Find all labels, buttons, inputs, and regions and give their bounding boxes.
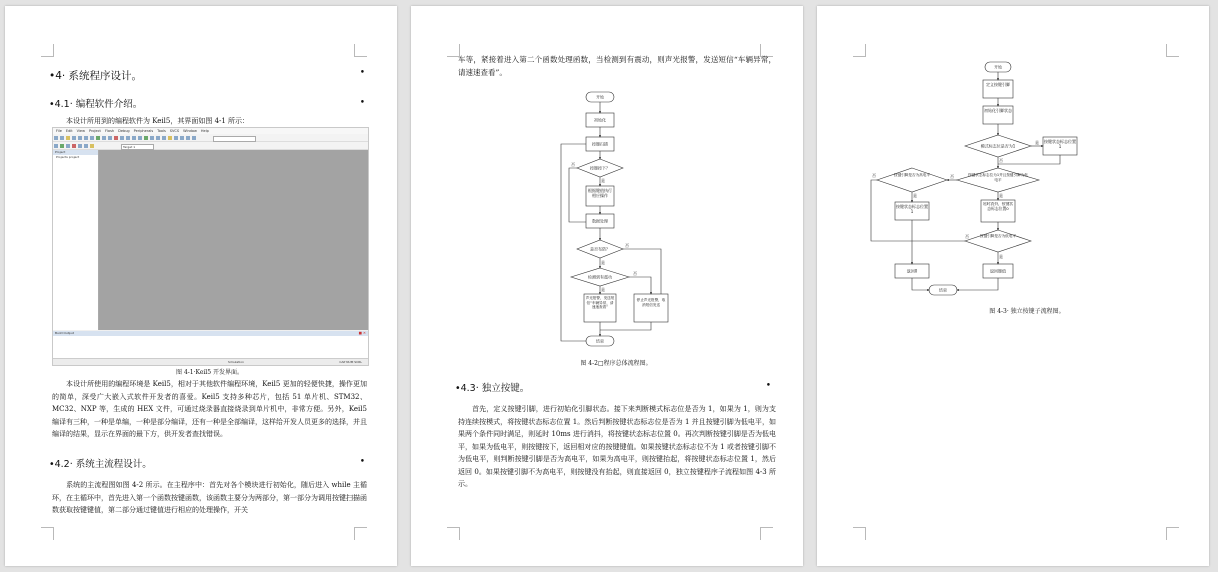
- paragraph-mark: •: [359, 457, 365, 467]
- keil-toolbar-1: [53, 134, 368, 142]
- sub-high-q-label: 按键引脚是否为高电平: [894, 173, 930, 177]
- keil-project-pane: [53, 150, 99, 330]
- flow-arm-q-label: 是否布防？: [590, 246, 610, 252]
- keil-editor-area: [99, 150, 368, 330]
- crop-mark: [41, 527, 54, 540]
- sub-no-label: 否: [999, 158, 1003, 163]
- crop-mark: [354, 44, 367, 57]
- keil-find-box: [213, 136, 256, 142]
- close-icon: ■ ✕: [358, 331, 366, 335]
- flow-data-proc-label: 数据处理: [592, 218, 608, 224]
- flow-end-label: 结束: [596, 338, 604, 344]
- sub-yes-label: 是: [913, 193, 917, 198]
- sub-define-pin-label: 定义按键引脚: [986, 82, 1010, 87]
- sub-start-label: 开始: [994, 64, 1002, 70]
- body-paragraph-2[interactable]: 系统的主流程图如图 4-2 所示。在主程序中：首先对各个模块进行初始化，随后进入 while 主循环，在主循环中，首先进入第一个函数按键函数，该函数主要分为两部分，第一部分为调用按键扫描函数获取按键键值，第二部分通过键值进行相应的处理操作，开关: [52, 481, 367, 514]
- crop-mark: [853, 44, 866, 57]
- flow-stop-label: 停止声光报警，取消短信发送: [636, 298, 666, 307]
- flow-init-label: 初始化: [594, 117, 606, 123]
- sub-retkey-label: 返回键值: [990, 268, 1006, 274]
- flow-keyscan-label: 按键扫描: [592, 141, 608, 147]
- crop-mark: [1166, 527, 1179, 540]
- flow-key-handle-label: 根据键值执行相应操作: [588, 188, 612, 198]
- body-paragraph-1[interactable]: 本设计所使用的编程环境是 Keil5，相对于其他软件编程环境，Keil5 更加的轻便快捷，操作更加的简单，深受广大嵌入式软件开发者的喜爱。Keil5 支持多种芯片，包括 51 单片机、STM32、MC32、NXP 等，生成的 HEX 文件，可通过烧录器直接烧录到单片机中，非常方便。另外，Keil5 编译有三种，一种是单编，一种是部分编译，还有一种是全部编译，这样给开发人员更多的选择，并且编译的结果，显示在界面的最下方，供开发者查找错误。: [52, 380, 367, 438]
- paragraph-mark: •: [359, 68, 365, 78]
- sub-set-flag1-label: 按键状态标志位置1: [1044, 139, 1076, 149]
- figure-4-3-caption[interactable]: 图 4-3· 独立按键子流程图。: [989, 308, 1065, 315]
- heading-4-3[interactable]: •4.3· 独立按键。: [455, 383, 530, 394]
- key-subflowchart: [867, 58, 1107, 306]
- flow-yes-label: 是: [601, 287, 605, 292]
- continued-paragraph[interactable]: 车等，紧接着进入第二个函数处理函数，当检测到有震动，则声光报警，发送短信“车辆异常，请速速查看”。: [458, 55, 776, 77]
- sub-set-flag1b-label: 按键状态标志位置1: [896, 204, 928, 214]
- intro-paragraph[interactable]: 本设计所用到的编程软件为 Keil5，其界面如图 4-1 所示：: [66, 117, 250, 125]
- document-page-1: [5, 6, 397, 566]
- flow-no-label: 否: [625, 243, 629, 248]
- keil-menubar: File Edit View Project Flash Debug Peripherals Tools SVCS Window Help: [53, 128, 368, 134]
- flow-no-label: 否: [633, 271, 637, 276]
- figure-4-2-caption[interactable]: 图 4-2□程序总体流程图。: [580, 360, 652, 367]
- flow-yes-label: 是: [601, 178, 605, 183]
- sub-init-pin-label: 初始化引脚状态: [984, 108, 1012, 113]
- sub-no-label: 否: [950, 174, 954, 179]
- keil-build-output-header: Build Output ■ ✕: [55, 331, 366, 335]
- sub-no-label: 否: [872, 173, 876, 178]
- keil5-screenshot: [52, 127, 369, 366]
- main-flowchart: [551, 86, 681, 350]
- flow-alarm-label: 声光报警，发送短信“车辆异常，请速速查看”: [585, 296, 615, 310]
- crop-mark: [447, 527, 460, 540]
- flow-vib-q-label: 检测到有震动: [588, 274, 612, 280]
- crop-mark: [760, 527, 773, 540]
- crop-mark: [41, 44, 54, 57]
- paragraph-mark: •: [359, 98, 365, 108]
- sub-debounce-label: 延时消抖，按键状态标志位置0: [982, 202, 1014, 211]
- crop-mark: [354, 527, 367, 540]
- heading-4-1[interactable]: •4.1· 编程软件介绍。: [49, 99, 143, 110]
- document-page-3: [817, 6, 1209, 566]
- sub-end-label: 结束: [939, 287, 947, 293]
- sub-mode-q-label: 模式标志位是否为1: [980, 143, 1016, 149]
- crop-mark: [853, 527, 866, 540]
- heading-4-2[interactable]: •4.2· 系统主流程设计。: [49, 459, 152, 470]
- keil-target-select: Target 1: [121, 144, 154, 150]
- sub-yes-label: 是: [999, 254, 1003, 259]
- document-page-2: [411, 6, 803, 566]
- sub-yes-label: 是: [999, 193, 1003, 198]
- flow-start-label: 开始: [596, 94, 604, 100]
- paragraph-mark: •: [765, 381, 771, 391]
- keil-build-output-area: [53, 336, 368, 358]
- crop-mark: [1166, 44, 1179, 57]
- sub-ret0-label: 返回0: [906, 268, 918, 274]
- sub-low-q-label: 按键引脚是否为低电平: [980, 234, 1016, 238]
- keil-project-header: Project: [53, 150, 98, 155]
- body-paragraph-3[interactable]: 首先，定义按键引脚，进行初始化引脚状态。接下来判断模式标志位是否为 1，如果为 1，则为支持连续按模式，将按键状态标志位置 1。然后判断按键状态标志位是否为 1 并且按键引脚为低电平，如果两个条件同时满足，则延时 10ms 进行消抖，将按键状态标志位置 0。再次判断按键引脚是否为低电平，如果为低电平，则按键按下，返回相对应的按键键值。如果按键状态标志位不为 1 或者按键引脚不为低电平，则判断按键引脚是否为高电平，如果为高电平，则按键抬起，将按键状态标志位置 1，然后返回 0。如果按键引脚不为高电平，则按键没有抬起，则直接返回 0，独立按键程序子流程如图 4-3 所示。: [458, 405, 776, 488]
- keil-toolbar-2: [53, 142, 368, 150]
- sub-no-label: 否: [965, 234, 969, 239]
- flow-key-pressed-label: 按键按下？: [590, 165, 610, 171]
- figure-4-1-caption[interactable]: 图 4-1·Keil5 开发界面。: [176, 369, 243, 376]
- keil-status-bar: Simulation CAP NUM SCRL: [53, 358, 368, 365]
- sub-yes-label: 是: [1035, 140, 1039, 145]
- flow-no-label: 否: [571, 162, 575, 167]
- keil-project-item: Projects project: [56, 155, 80, 159]
- flow-yes-label: 是: [601, 260, 605, 265]
- heading-chapter-4[interactable]: •4· 系统程序设计。: [49, 70, 143, 82]
- sub-cond-q-label: 按键状态标志位为1并且按键引脚为低电平: [968, 173, 1028, 182]
